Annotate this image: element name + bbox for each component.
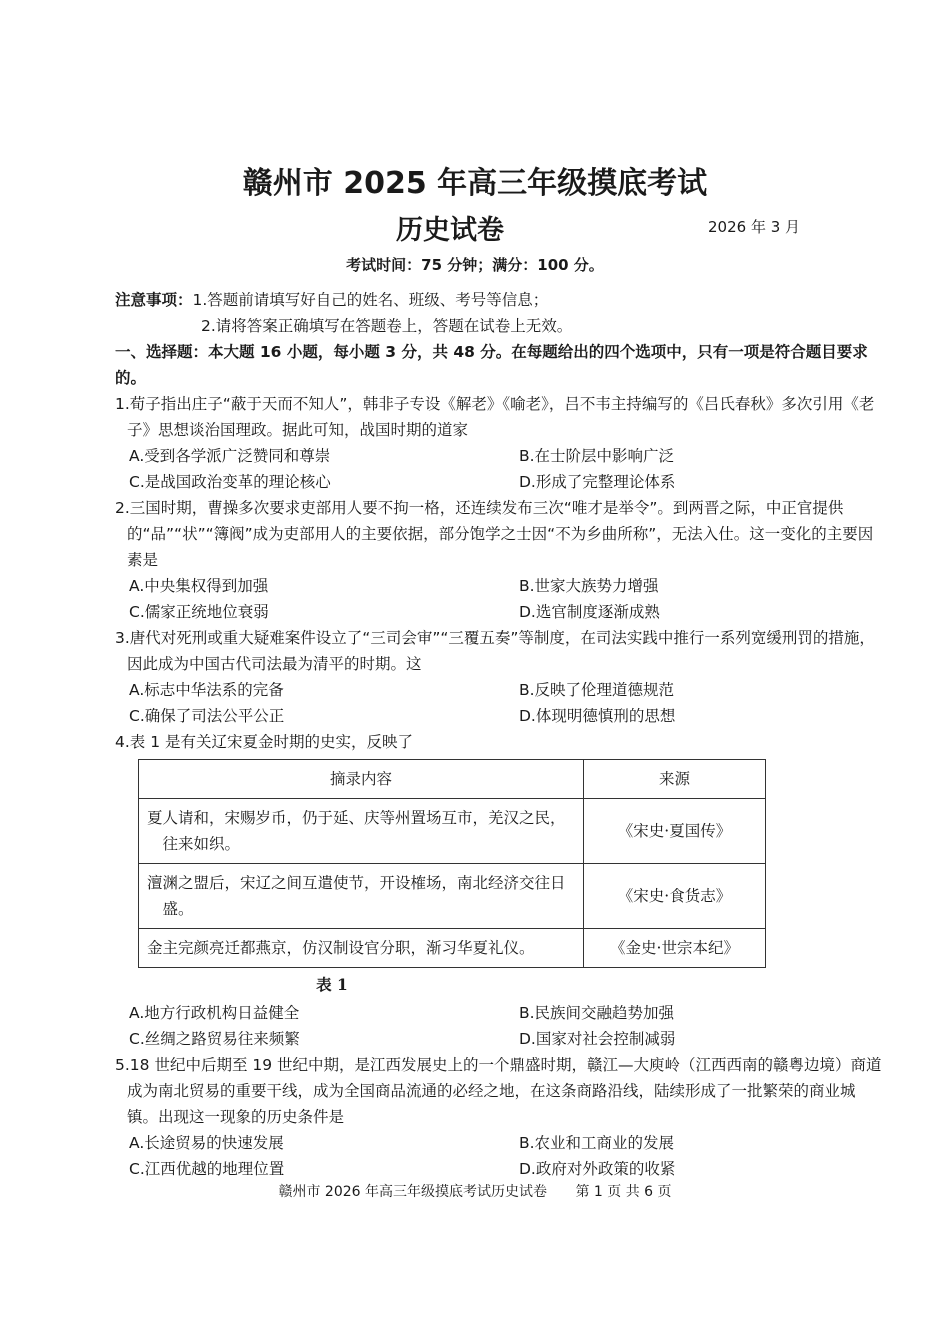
option-c: C.丝绸之路贸易往来频繁: [129, 1030, 300, 1048]
notes-block: [115, 287, 885, 339]
note-item: 2.请将答案正确填写在答题卷上，答题在试卷上无效。: [201, 317, 573, 335]
notes-label: 注意事项：: [115, 291, 193, 309]
table-cell-excerpt: 澶渊之盟后，宋辽之间互遣使节，开设榷场，南北经济交往日盛。: [147, 874, 566, 918]
note-item: 1.答题前请填写好自己的姓名、班级、考号等信息；: [192, 291, 549, 309]
table-cell-excerpt: 夏人请和，宋赐岁币，仍于延、庆等州置场互市，羌汉之民，往来如织。: [147, 809, 566, 853]
option-a: A.受到各学派广泛赞同和尊崇: [129, 447, 331, 465]
options-group: [115, 443, 885, 495]
page-footer: [0, 1181, 950, 1201]
option-a: A.标志中华法系的完备: [129, 681, 284, 699]
table-header-row: [139, 760, 766, 799]
question-stem: 3.唐代对死刑或重大疑难案件设立了“三司会审”“三覆五奏”等制度，在司法实践中推行一系列宽缓刑罚的措施，因此成为中国古代司法最为清平的时期。这: [115, 629, 875, 673]
option-a: A.地方行政机构日益健全: [129, 1004, 300, 1022]
exam-subtitle: 历史试卷: [396, 215, 504, 246]
option-d: D.体现明德慎刑的思想: [519, 707, 676, 725]
table-row: [139, 864, 766, 929]
table-header-content: 摘录内容: [139, 760, 584, 799]
question-3: [115, 625, 885, 729]
exam-date: 2026 年 3 月: [708, 218, 801, 236]
options-group: [115, 1130, 885, 1182]
source-table: [138, 759, 766, 968]
option-b: B.在士阶层中影响广泛: [519, 447, 675, 465]
option-c: C.儒家正统地位衰弱: [129, 603, 269, 621]
option-d: D.选官制度逐渐成熟: [519, 603, 660, 621]
option-d: D.政府对外政策的收紧: [519, 1160, 676, 1178]
question-stem: 1.荀子指出庄子“蔽于天而不知人”，韩非子专设《解老》《喻老》，吕不韦主持编写的《吕氏春秋》多次引用《老子》思想谈治国理政。据此可知，战国时期的道家: [115, 395, 875, 439]
exam-content: [115, 287, 885, 1182]
table-row: [139, 799, 766, 864]
table-cell-source: 《宋史·夏国传》: [584, 799, 766, 864]
option-a: A.中央集权得到加强: [129, 577, 269, 595]
options-group: [115, 573, 885, 625]
option-d: D.国家对社会控制减弱: [519, 1030, 676, 1048]
option-b: B.农业和工商业的发展: [519, 1134, 675, 1152]
table-cell-excerpt: 金主完颜亮迁都燕京，仿汉制设官分职，渐习华夏礼仪。: [147, 939, 535, 957]
option-b: B.反映了伦理道德规范: [519, 681, 675, 699]
question-stem: 5.18 世纪中后期至 19 世纪中期，是江西发展史上的一个鼎盛时期，赣江—大庾岭（江西西南的赣粤边境）商道成为南北贸易的重要干线，成为全国商品流通的必经之地，在这条商路沿线，陆续形成了一批繁荣的商业城镇。出现这一现象的历史条件是: [115, 1056, 882, 1126]
option-b: B.民族间交融趋势加强: [519, 1004, 675, 1022]
question-stem: 2.三国时期，曹操多次要求吏部用人要不拘一格，还连续发布三次“唯才是举令”。到两晋之际，中正官提供的“品”“状”“簿阀”成为吏部用人的主要依据，部分饱学之士因“不为乡曲所称”，无法入仕。这一变化的主要因素是: [115, 499, 874, 569]
table-caption: 表 1: [316, 975, 348, 994]
footer-doc-title: 赣州市 2026 年高三年级摸底考试历史试卷: [278, 1184, 547, 1200]
option-d: D.形成了完整理论体系: [519, 473, 676, 491]
option-b: B.世家大族势力增强: [519, 577, 659, 595]
table-row: [139, 929, 766, 968]
option-c: C.是战国政治变革的理论核心: [129, 473, 331, 491]
question-1: [115, 391, 885, 495]
question-stem: 4.表 1 是有关辽宋夏金时期的史实，反映了: [115, 733, 414, 751]
exam-time-score: 考试时间：75 分钟；满分：100 分。: [346, 256, 604, 274]
question-5: [115, 1052, 885, 1182]
option-c: C.江西优越的地理位置: [129, 1160, 285, 1178]
question-4: [115, 729, 885, 1052]
option-c: C.确保了司法公平公正: [129, 707, 285, 725]
table-cell-source: 《金史·世宗本纪》: [584, 929, 766, 968]
table-cell-source: 《宋史·食货志》: [584, 864, 766, 929]
section-heading: 一、选择题：本大题 16 小题，每小题 3 分，共 48 分。在每题给出的四个选项中，只有一项是符合题目要求的。: [115, 343, 868, 387]
options-group: [115, 677, 885, 729]
question-2: [115, 495, 885, 625]
table-header-source: 来源: [584, 760, 766, 799]
exam-title: 赣州市 2025 年高三年级摸底考试: [242, 166, 708, 201]
footer-page-number: 第 1 页 共 6 页: [575, 1184, 672, 1200]
options-group: [115, 1000, 885, 1052]
option-a: A.长途贸易的快速发展: [129, 1134, 284, 1152]
